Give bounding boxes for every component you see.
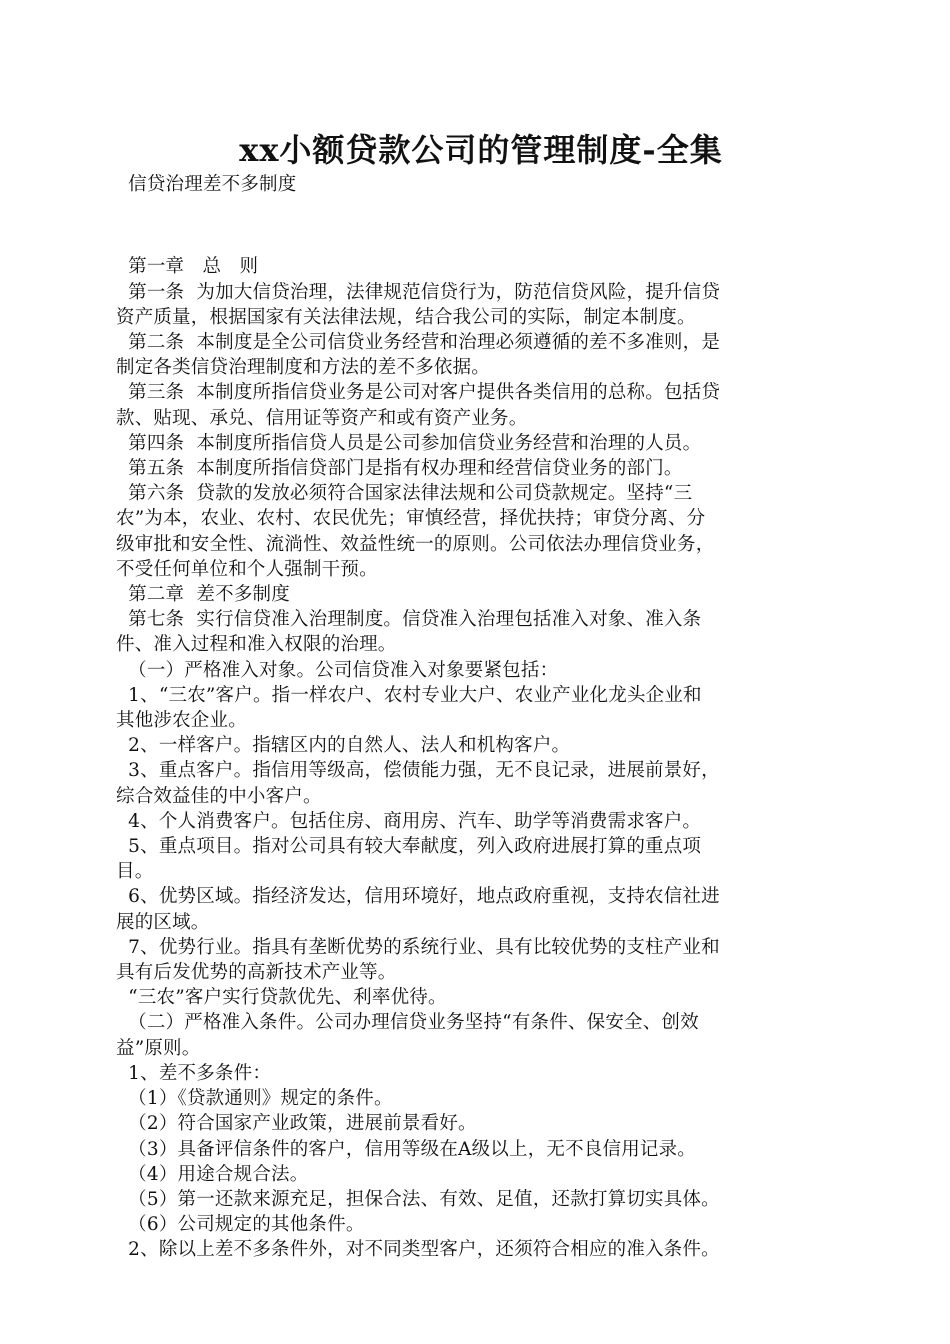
blank-line xyxy=(116,213,836,238)
text-line: 展的区域。 xyxy=(116,911,210,933)
text-line: 第六条 贷款的发放必须符合国家法律法规和公司贷款规定。坚持“三 xyxy=(116,483,693,505)
text-line: 具有后发优势的高新技术产业等。 xyxy=(116,962,397,984)
text-line: 第二章 差不多制度 xyxy=(116,584,290,606)
text-line: 第一章 总 则 xyxy=(116,256,259,278)
text-line: 1、差不多条件： xyxy=(116,1062,272,1084)
text-line: （4）用途合规合法。 xyxy=(116,1163,309,1185)
text-line: 3、重点客户。指信用等级高，偿债能力强，无不良记录，进展前景好， xyxy=(116,760,720,782)
text-line: 5、重点项目。指对公司具有较大奉献度，列入政府进展打算的重点项 xyxy=(116,836,702,858)
text-line: （5）第一还款来源充足，担保合法、有效、足值，还款打算切实具体。 xyxy=(116,1188,720,1210)
text-line: （二）严格准入条件。公司办理信贷业务坚持“有条件、保安全、创效 xyxy=(116,1012,699,1034)
text-line: （一）严格准入对象。公司信贷准入对象要紧包括： xyxy=(116,659,559,681)
text-line: 目。 xyxy=(116,861,154,883)
text-line: 7、优势行业。指具有垄断优势的系统行业、具有比较优势的支柱产业和 xyxy=(116,936,720,958)
text-line: 资产质量，根据国家有关法律法规，结合我公司的实际，制定本制度。 xyxy=(116,306,696,328)
text-line: 2、一样客户。指辖区内的自然人、法人和机构客户。 xyxy=(116,735,571,757)
text-line: 第四条 本制度所指信贷人员是公司参加信贷业务经营和治理的人员。 xyxy=(116,432,702,454)
text-line: 1、“三农”客户。指一样农户、农村专业大户、农业产业化龙头企业和 xyxy=(116,684,702,706)
text-line: 第三条 本制度所指信贷业务是公司对客户提供各类信用的总称。包括贷 xyxy=(116,382,721,404)
text-line: 益”原则。 xyxy=(116,1037,201,1059)
text-line: 其他涉农企业。 xyxy=(116,710,247,732)
text-line: （1）《贷款通则》规定的条件。 xyxy=(116,1088,393,1110)
text-line: 6、优势区域。指经济发达，信用环境好，地点政府重视，支持农信社进 xyxy=(116,886,720,908)
text-line: 级审批和安全性、流淌性、效益性统一的原则。公司依法办理信贷业务， xyxy=(116,533,715,555)
text-line: 综合效益佳的中小客户。 xyxy=(116,785,322,807)
text-line: 款、贴现、承兑、信用证等资产和或有资产业务。 xyxy=(116,407,528,429)
text-line: 不受任何单位和个人强制干预。 xyxy=(116,558,378,580)
text-line: 制定各类信贷治理制度和方法的差不多依据。 xyxy=(116,357,491,379)
text-line: 第二条 本制度是全公司信贷业务经营和治理必须遵循的差不多准则，是 xyxy=(116,332,721,353)
text-line: “三农”客户实行贷款优先、利率优待。 xyxy=(116,987,447,1009)
text-line: 件、准入过程和准入权限的治理。 xyxy=(116,634,397,656)
text-line: 信贷治理差不多制度 xyxy=(116,174,297,195)
text-line: 农”为本，农业、农村、农民优先；审慎经营，择优扶持；审贷分离、分 xyxy=(116,508,706,530)
text-line: 2、除以上差不多条件外，对不同类型客户，还须符合相应的准入条件。 xyxy=(116,1239,720,1261)
text-line: 第七条 实行信贷准入治理制度。信贷准入治理包括准入对象、准入条 xyxy=(116,609,702,631)
text-line: 第五条 本制度所指信贷部门是指有权办理和经营信贷业务的部门。 xyxy=(116,458,683,480)
text-line: 第一条 为加大信贷治理，法律规范信贷行为，防范信贷风险，提升信贷 xyxy=(116,281,721,303)
text-line: （2）符合国家产业政策，进展前景看好。 xyxy=(116,1113,477,1135)
text-line: 4、个人消费客户。包括住房、商用房、汽车、助学等消费需求客户。 xyxy=(116,810,702,832)
text-line: （6）公司规定的其他条件。 xyxy=(116,1214,365,1236)
document-body xyxy=(116,172,836,1263)
text-line: （3）具备评信条件的客户，信用等级在A级以上，无不良信用记录。 xyxy=(116,1138,696,1160)
document-title: xx小额贷款公司的管理制度-全集 xyxy=(239,131,723,169)
document-page xyxy=(116,128,836,1263)
